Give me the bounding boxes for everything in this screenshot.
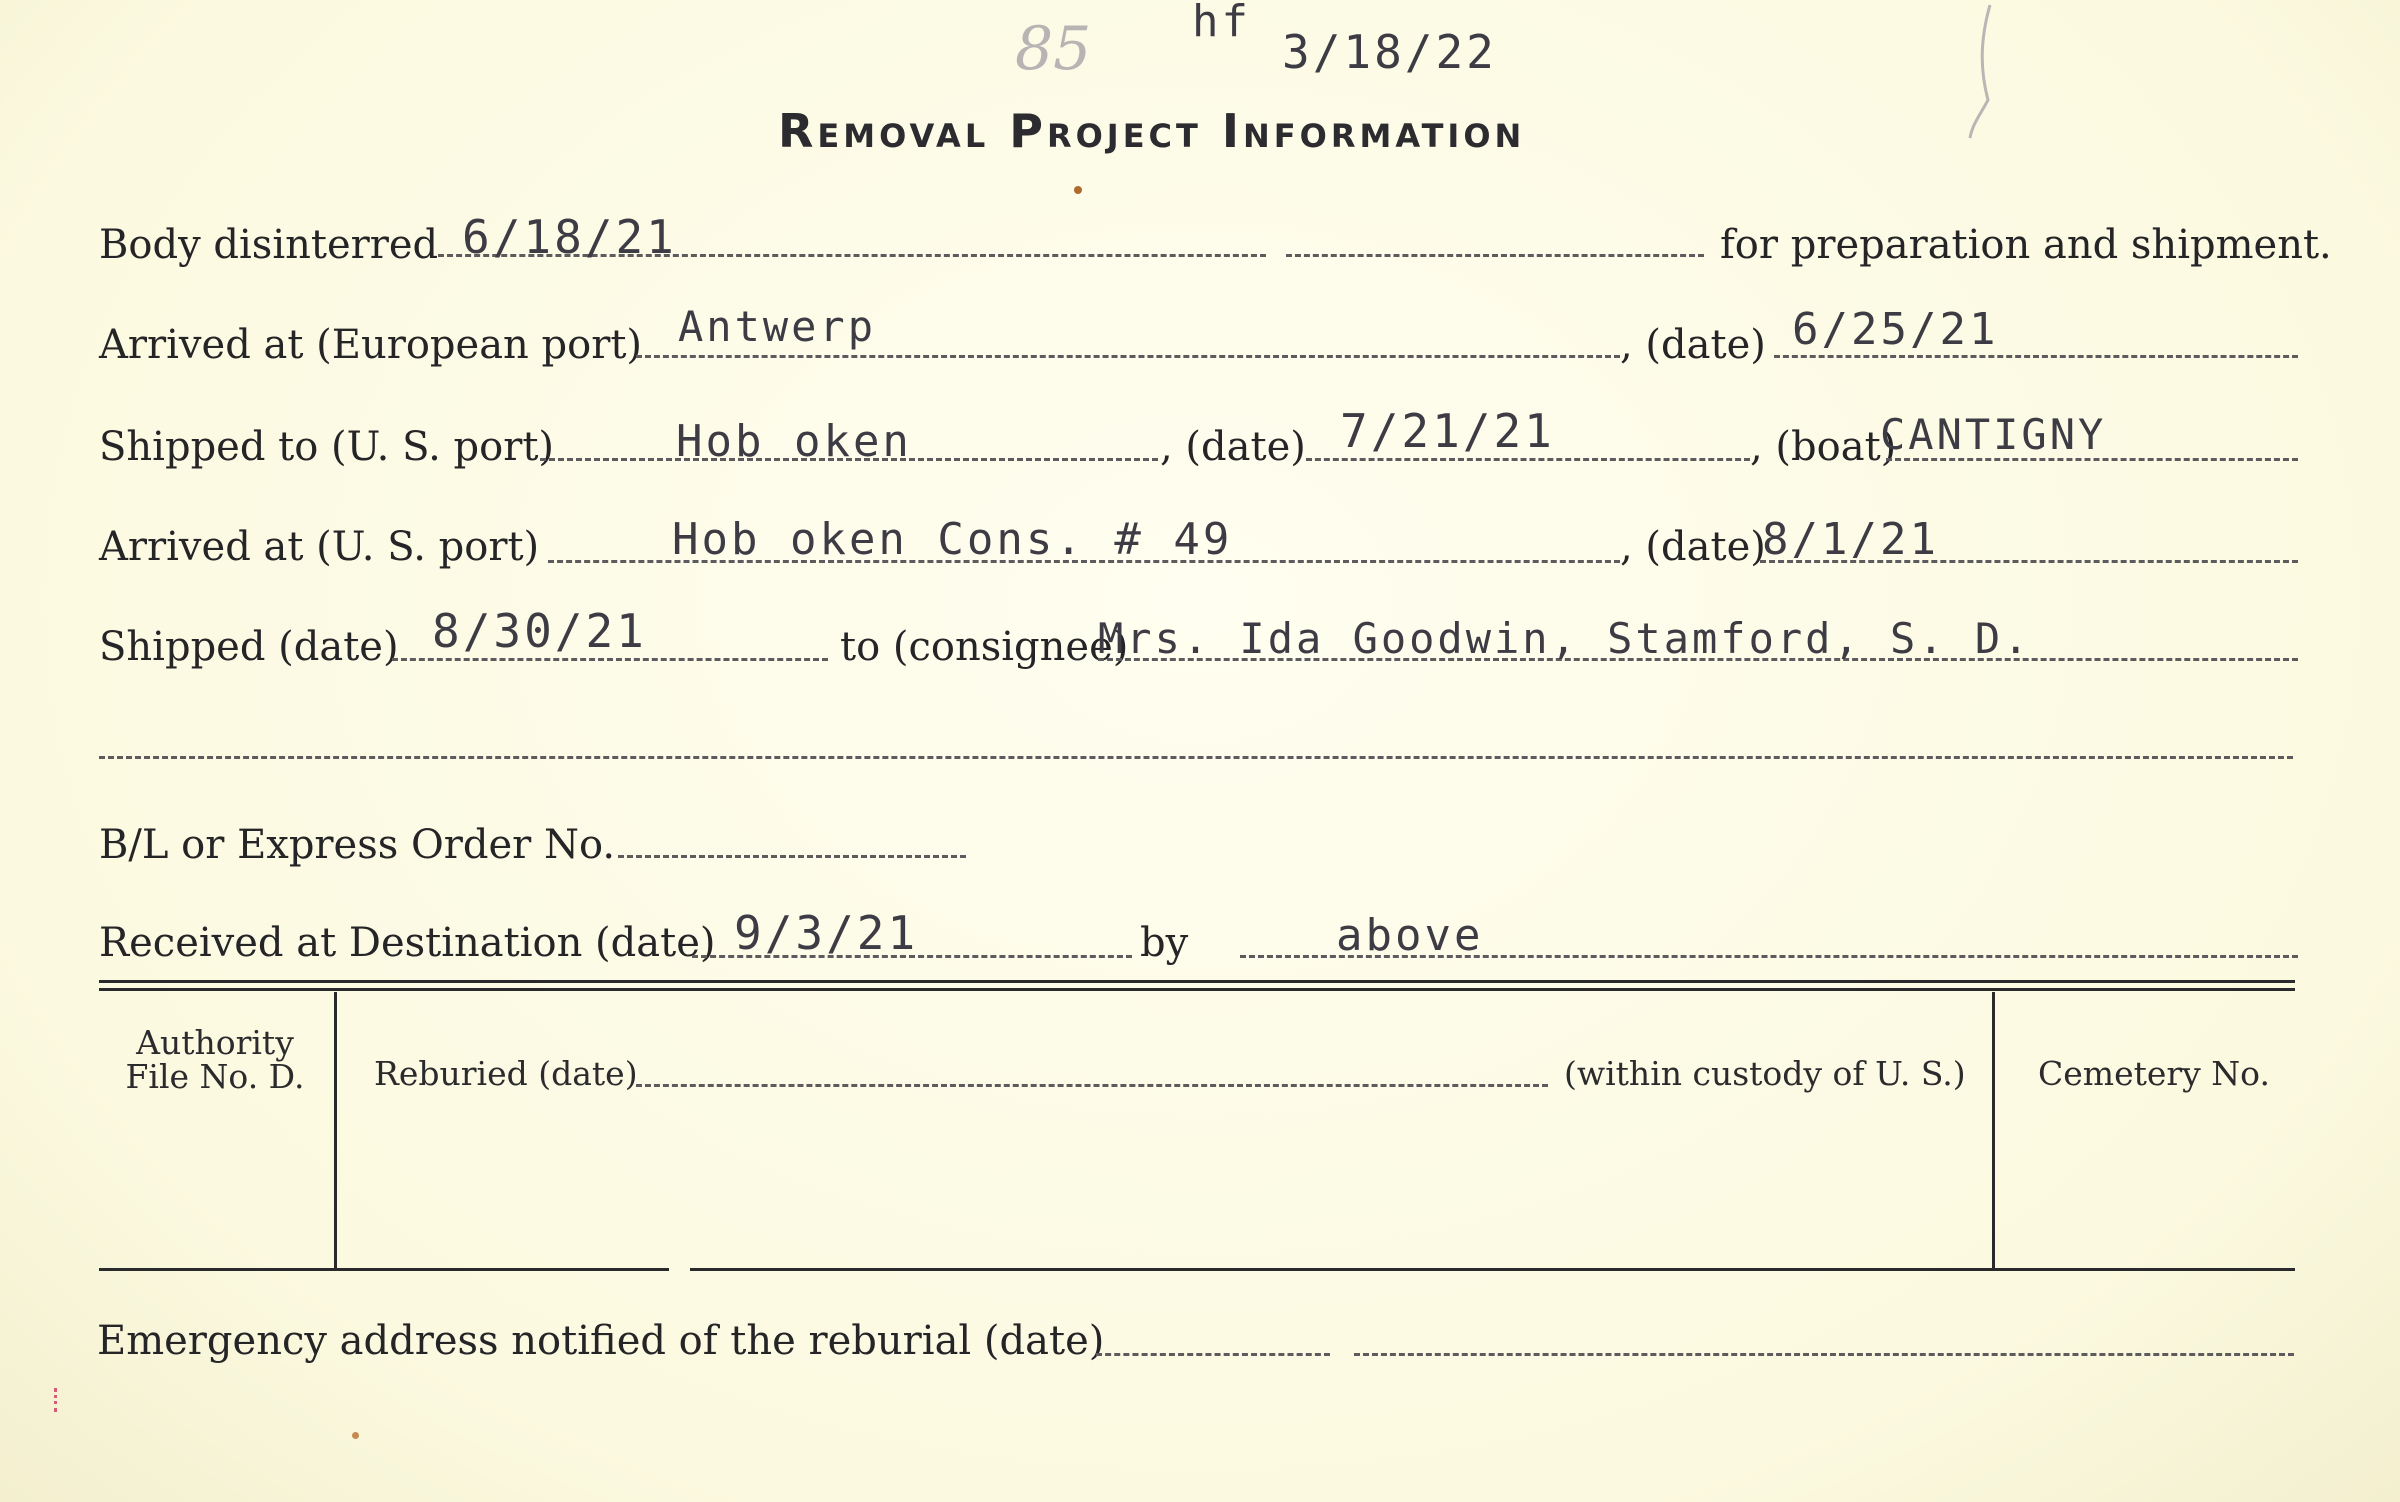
dotted-line <box>1774 355 2298 358</box>
us-arrive-label: Arrived at (U. S. port) <box>99 524 540 570</box>
disinterred-date: 6/18/21 <box>462 210 677 264</box>
custody-label: (within custody of U. S.) <box>1564 1054 1966 1093</box>
pencil-mark <box>1950 0 2010 150</box>
european-arrival-date: 6/25/21 <box>1792 304 1999 355</box>
dotted-line <box>99 756 2293 759</box>
dotted-line <box>1286 254 1704 257</box>
dotted-line <box>618 855 966 858</box>
us-arrive-date: 8/1/21 <box>1762 514 1939 565</box>
cemetery-label: Cemetery No. <box>2038 1054 2270 1093</box>
dotted-line <box>1096 1353 1330 1356</box>
authority-heading <box>108 1023 322 1096</box>
received-label: Received at Destination (date) <box>99 920 716 966</box>
table-top-rule <box>99 988 2295 991</box>
table-bottom-rule <box>690 1268 2295 1271</box>
disinterred-label: Body disinterred <box>99 222 439 268</box>
emergency-label: Emergency address notified of the reburial (date) <box>97 1318 1105 1364</box>
table-top-rule <box>99 980 2295 983</box>
ink-speck <box>352 1432 359 1439</box>
by-label: by <box>1140 920 1189 966</box>
european-port-label: Arrived at (European port) <box>99 322 643 368</box>
reburied-label: Reburied (date) <box>374 1054 638 1093</box>
consignee-label: to (consignee) <box>840 624 1129 670</box>
us-ship-date-label: , (date) <box>1160 424 1306 470</box>
handwritten-number: 85 <box>1015 14 1092 84</box>
shipment-suffix: for preparation and shipment. <box>1720 222 2332 268</box>
boat-name: CANTIGNY <box>1880 410 2107 459</box>
received-date: 9/3/21 <box>734 906 919 960</box>
european-port-value: Antwerp <box>678 302 877 351</box>
column-divider <box>334 992 337 1268</box>
dotted-line <box>392 658 828 661</box>
column-divider <box>1992 992 1995 1268</box>
boat-label: , (boat) <box>1750 424 1897 470</box>
ink-speck <box>1074 186 1082 194</box>
header-date: 3/18/22 <box>1282 25 1497 79</box>
dotted-line <box>636 355 1620 358</box>
us-arrive-port: Hob oken Cons. # 49 <box>672 514 1233 565</box>
us-ship-label: Shipped to (U. S. port) <box>99 424 554 470</box>
shipped-date: 8/30/21 <box>432 604 647 658</box>
us-ship-port: Hob oken <box>676 416 912 467</box>
shipped-label: Shipped (date) <box>99 624 399 670</box>
us-ship-date: 7/21/21 <box>1340 404 1555 458</box>
dotted-line <box>636 1084 1548 1087</box>
dotted-line <box>1354 1353 2294 1356</box>
initials: hf <box>1192 0 1251 47</box>
us-arrive-date-label: , (date) <box>1620 524 1766 570</box>
authority-line-1: Authority <box>136 1023 294 1062</box>
table-bottom-rule <box>99 1268 669 1271</box>
received-by: above <box>1336 910 1484 961</box>
page-title: Removal Project Information <box>778 104 1526 158</box>
authority-line-2: File No. D. <box>125 1057 305 1096</box>
bl-label: B/L or Express Order No. <box>99 822 616 868</box>
dotted-line <box>1306 458 1750 461</box>
red-marks <box>54 1388 61 1412</box>
european-date-label: , (date) <box>1620 322 1766 368</box>
consignee-name: Mrs. Ida Goodwin, Stamford, S. D. <box>1098 614 2032 663</box>
